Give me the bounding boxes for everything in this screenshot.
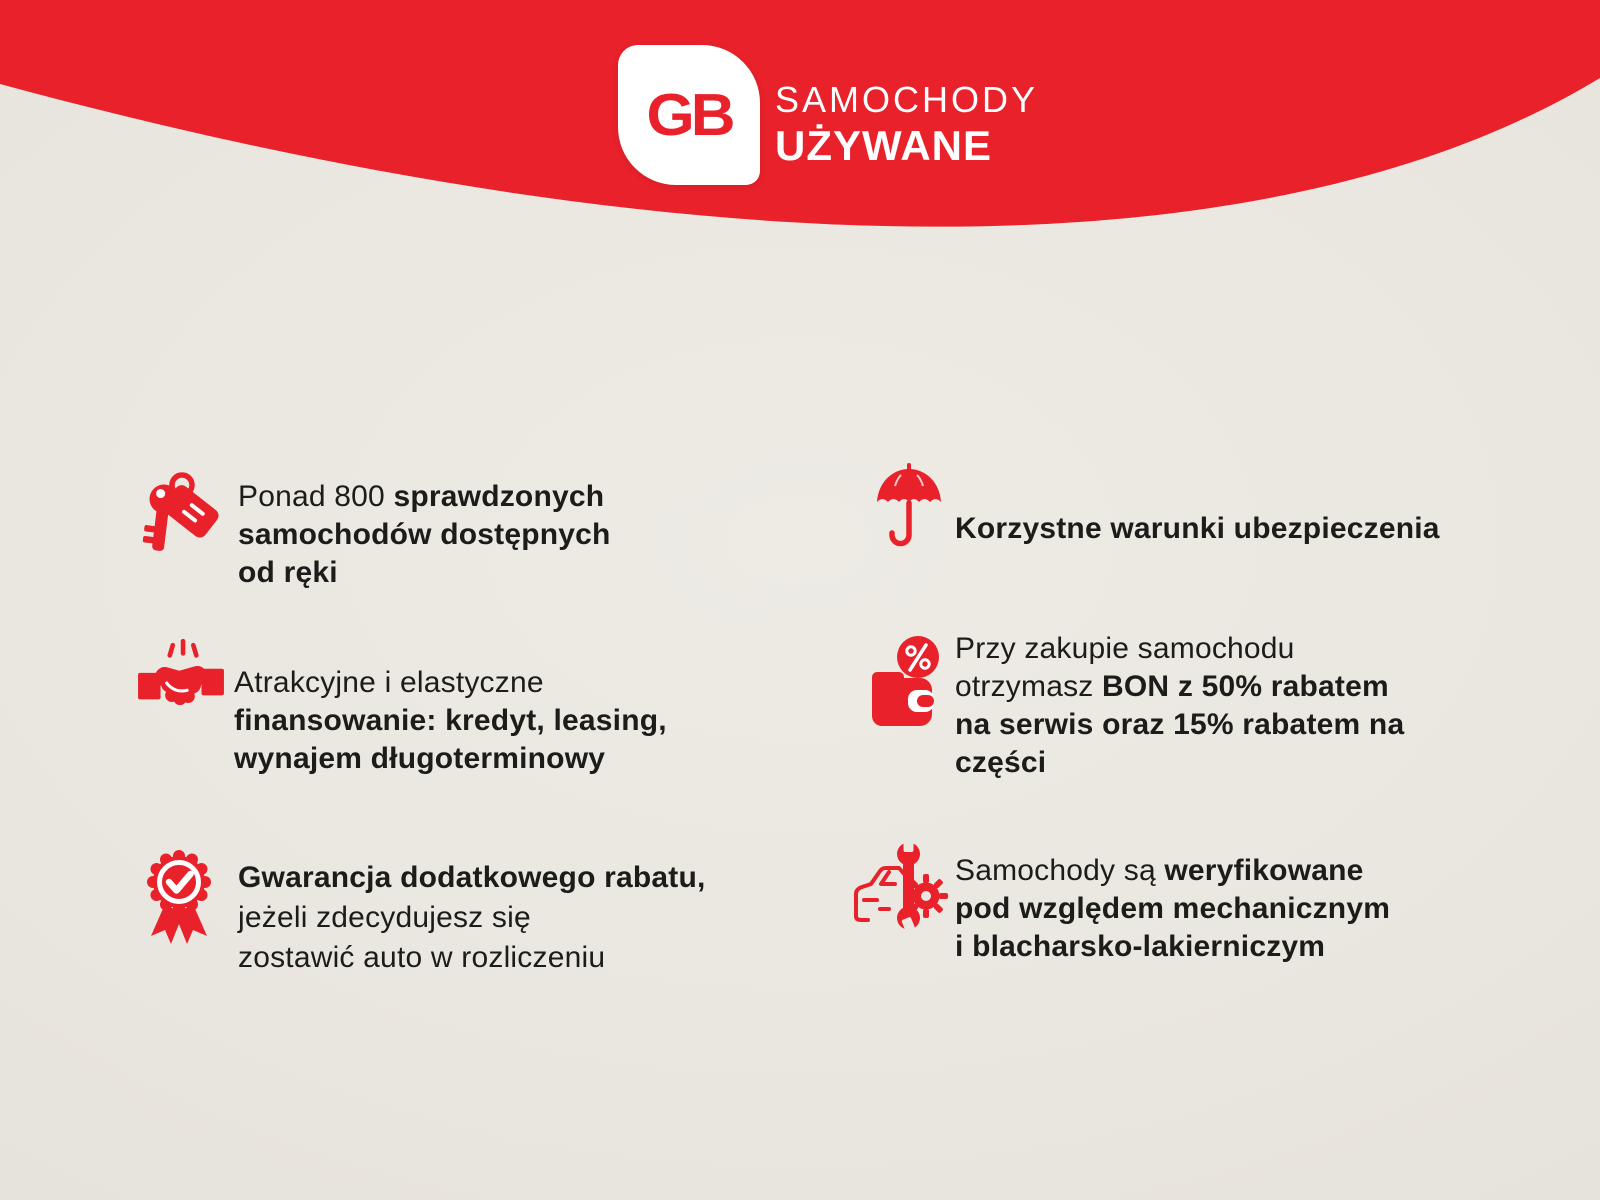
feature-segment: jeżeli zdecydujesz się bbox=[238, 901, 531, 934]
feature-segment: weryfikowane bbox=[1164, 854, 1364, 887]
feature-segment: Gwarancja dodatkowego rabatu, bbox=[238, 861, 706, 894]
key-tag-icon bbox=[140, 468, 220, 558]
car-service-icon bbox=[850, 838, 948, 932]
feature-segment: Korzystne warunki ubezpieczenia bbox=[955, 512, 1440, 545]
feature-segment: finansowanie: kredyt, leasing, bbox=[234, 704, 667, 737]
brand-title-line1: SAMOCHODY bbox=[775, 79, 1039, 120]
wallet-discount-icon bbox=[866, 634, 948, 738]
feature-segment: otrzymasz bbox=[955, 670, 1103, 703]
feature-segment: Ponad 800 bbox=[238, 480, 394, 513]
feature-segment: sprawdzonych bbox=[393, 480, 605, 513]
brand-logo-card bbox=[618, 45, 760, 185]
feature-text-right-2 bbox=[955, 630, 1404, 782]
brand-title-line2: UŻYWANE bbox=[775, 122, 992, 169]
gb-logo: GB bbox=[646, 81, 732, 149]
feature-segment: części bbox=[955, 746, 1047, 779]
feature-text-left-1 bbox=[238, 478, 611, 592]
feature-segment: i blacharsko-lakierniczym bbox=[955, 930, 1326, 963]
feature-segment: od ręki bbox=[238, 556, 338, 589]
brand-title bbox=[775, 79, 1039, 169]
feature-segment: samochodów dostępnych bbox=[238, 518, 611, 551]
feature-text-right-1 bbox=[955, 510, 1440, 548]
feature-segment: Atrakcyjne i elastyczne bbox=[234, 666, 544, 699]
feature-text-left-2 bbox=[234, 664, 667, 778]
feature-segment: BON z 50% rabatem bbox=[1102, 670, 1389, 703]
feature-segment: wynajem długoterminowy bbox=[234, 742, 606, 775]
feature-segment: pod względem mechanicznym bbox=[955, 892, 1391, 925]
handshake-icon bbox=[138, 636, 224, 726]
umbrella-icon bbox=[872, 462, 946, 558]
feature-text-left-3 bbox=[238, 858, 706, 978]
feature-segment: zostawić auto w rozliczeniu bbox=[238, 941, 606, 974]
feature-segment: na serwis oraz 15% rabatem na bbox=[955, 708, 1405, 741]
award-badge-icon bbox=[143, 848, 215, 946]
feature-segment: Samochody są bbox=[955, 854, 1165, 887]
feature-segment: Przy zakupie samochodu bbox=[955, 632, 1295, 665]
feature-text-right-3 bbox=[955, 852, 1390, 966]
